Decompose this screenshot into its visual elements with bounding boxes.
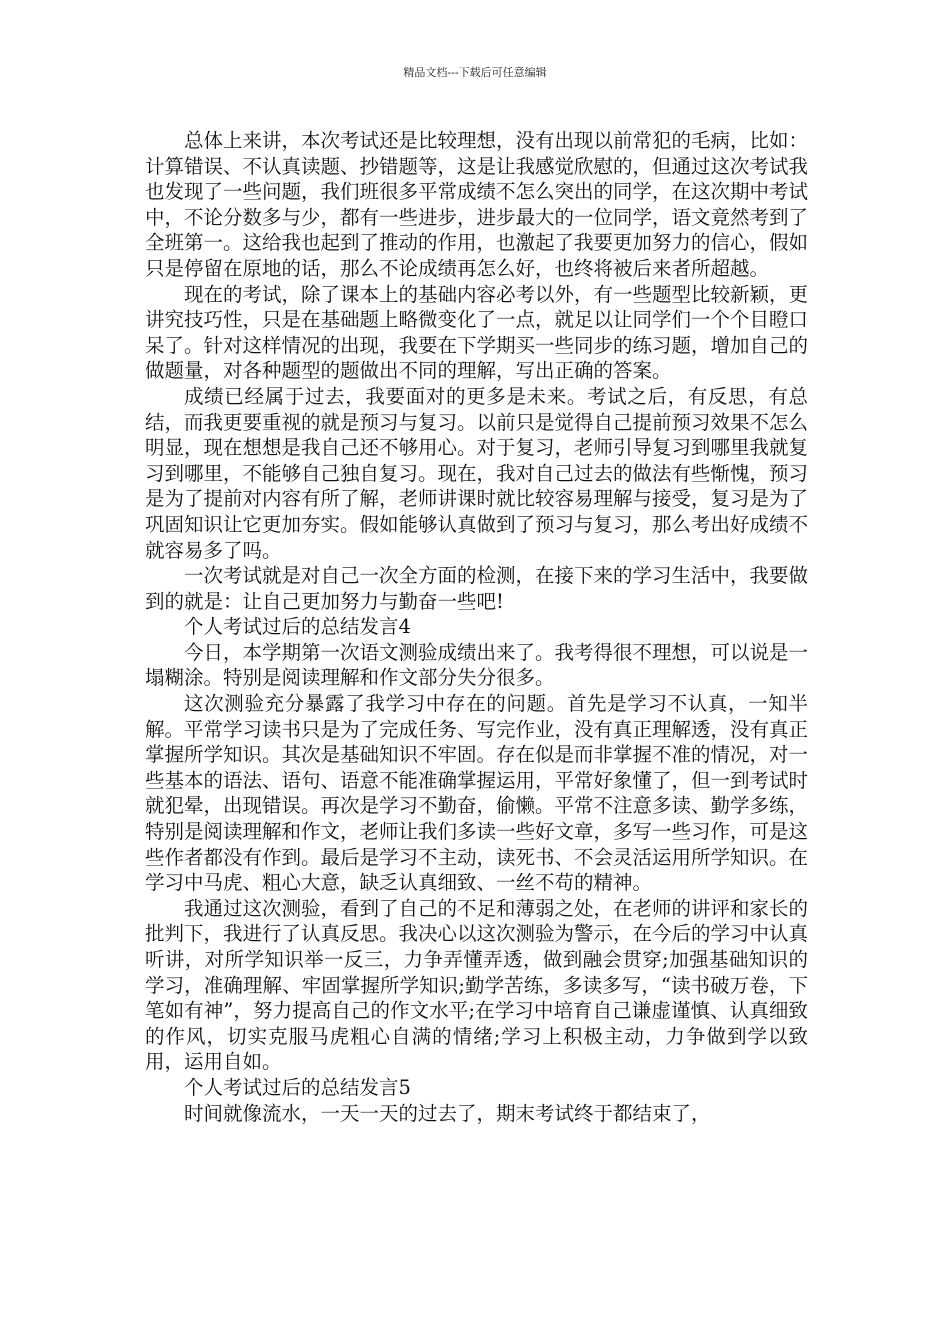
paragraph: 总体上来讲，本次考试还是比较理想，没有出现以前常犯的毛病，比如：计算错误、不认真读题、抄错题等，这是让我感觉欣慰的，但通过这次考试我也发现了一些问题，我们班很多平常成绩不怎么突出的同学，在这次期中考试中，不论分数多与少，都有一些进步，进步最大的一位同学，语文竟然考到了全班第一。这给我也起到了推动的作用，也激起了我要更加努力的信心，假如只是停留在原地的话，那么不论成绩再怎么好，也终将被后来者所超越。 [145, 129, 809, 280]
paragraph: 时间就像流水，一天一天的过去了，期末考试终于都结束了， [184, 1101, 711, 1125]
paragraph: 我通过这次测验，看到了自己的不足和薄弱之处，在老师的讲评和家长的批判下，我进行了认真反思。我决心以这次测验为警示，在今后的学习中认真听讲，对所学知识举一反三，力争弄懂弄透，做到融会贯穿;加强基础知识的学习，准确理解、牢固掌握所学知识;勤学苦练，多读多写，“读书破万卷，下笔如有神”，努力提高自己的作文水平;在学习中培育自己谦虚谨慎、认真细致的作风，切实克服马虎粗心自满的情绪;学习上积极主动，力争做到学以致用，运用自如。 [145, 896, 809, 1074]
paragraph: 成绩已经属于过去，我要面对的更多是未来。考试之后，有反思，有总结，而我更要重视的就是预习与复习。以前只是觉得自己提前预习效果不怎么明显，现在想想是我自己还不够用心。对于复习，老师引导复习到哪里我就复习到哪里，不能够自己独自复习。现在，我对自己过去的做法有些惭愧，预习是为了提前对内容有所了解，老师讲课时就比较容易理解与接受，复习是为了巩固知识让它更加夯实。假如能够认真做到了预习与复习，那么考出好成绩不就容易多了吗。 [145, 384, 809, 562]
paragraph: 现在的考试，除了课本上的基础内容必考以外，有一些题型比较新颖，更讲究技巧性，只是在基础题上略微变化了一点，就足以让同学们一个个目瞪口呆了。针对这样情况的出现，我要在下学期买一些同步的练习题，增加自己的做题量，对各种题型的题做出不同的理解，写出正确的答案。 [145, 282, 809, 383]
document-body [145, 128, 808, 1126]
section-heading: 个人考试过后的总结发言5 [184, 1075, 411, 1099]
page-header: 精品文档---下载后可任意编辑 [403, 66, 547, 79]
section-heading: 个人考试过后的总结发言4 [184, 615, 411, 639]
paragraph: 这次测验充分暴露了我学习中存在的问题。首先是学习不认真，一知半解。平常学习读书只是为了完成任务、写完作业，没有真正理解透，没有真正掌握所学知识。其次是基础知识不牢固。存在似是而非掌握不准的情况，对一些基本的语法、语句、语意不能准确掌握运用，平常好象懂了，但一到考试时就犯晕，出现错误。再次是学习不勤奋，偷懒。平常不注意多读、勤学多练，特别是阅读理解和作文，老师让我们多读一些好文章，多写一些习作，可是这些作者都没有作到。最后是学习不主动，读死书、不会灵活运用所学知识。在学习中马虎、粗心大意，缺乏认真细致、一丝不苟的精神。 [145, 692, 809, 895]
paragraph: 今日，本学期第一次语文测验成绩出来了。我考得很不理想，可以说是一塌糊涂。特别是阅读理解和作文部分失分很多。 [145, 640, 809, 690]
paragraph: 一次考试就是对自己一次全方面的检测，在接下来的学习生活中，我要做到的就是：让自己更加努力与勤奋一些吧! [145, 564, 809, 613]
